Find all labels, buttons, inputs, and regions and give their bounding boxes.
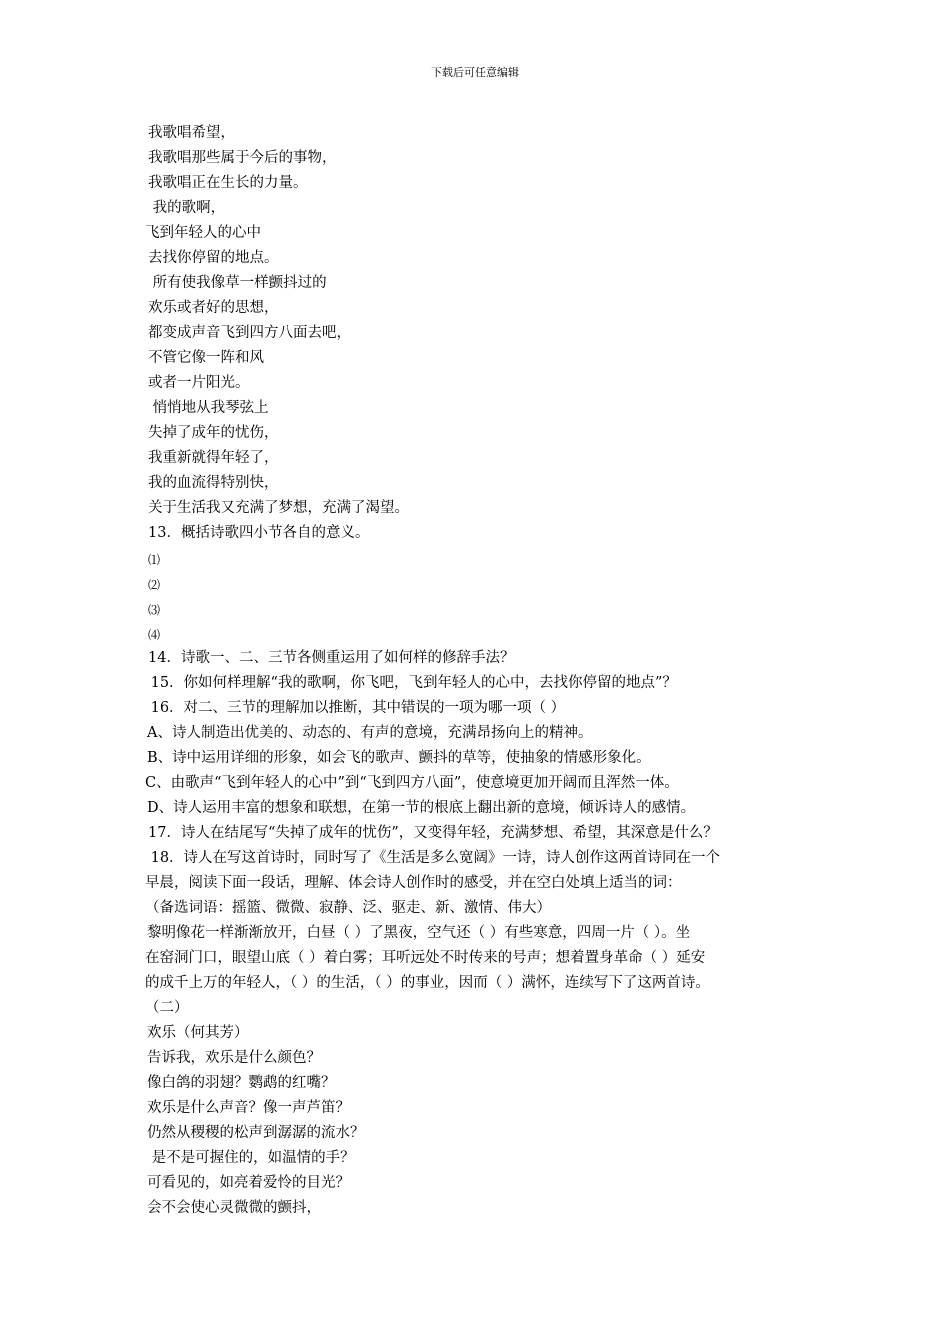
- poem1-line: 我的血流得特别快，: [148, 475, 279, 491]
- option-a: A、诗人制造出优美的、动态的、有声的意境，充满昂扬向上的精神。: [147, 725, 593, 741]
- poem1-line: 我歌唱希望，: [148, 125, 235, 141]
- poem1-line: 我歌唱正在生长的力量。: [148, 175, 308, 191]
- question-14: 14．诗歌一、二、三节各侧重运用了如何样的修辞手法？: [148, 650, 515, 666]
- poem2-line: 是不是可握住的，如温情的手？: [147, 1150, 355, 1166]
- poem2-line: 欢乐是什么声音？像一声芦笛？: [147, 1100, 350, 1116]
- poem1-line: 飞到年轻人的心中: [145, 225, 261, 241]
- poem1-line: 所有使我像草一样颤抖过的: [148, 275, 327, 291]
- answer-slot-2: ⑵: [148, 578, 161, 592]
- fill-in-passage: 的成千上万的年轻人，（ ）的生活，（ ）的事业，因而（ ）满怀，连续写下了这两首诗。: [145, 975, 710, 991]
- answer-slot-1: ⑴: [148, 553, 161, 567]
- poem1-line: 或者一片阳光。: [148, 375, 250, 391]
- question-18: 18．诗人在写这首诗时，同时写了《生活是多么宽阔》一诗，诗人创作这两首诗同在一个: [146, 850, 721, 866]
- poem2-line: 可看见的，如亮着爱怜的目光？: [147, 1175, 350, 1191]
- poem1-line: 我的歌啊，: [148, 200, 226, 216]
- option-c: C、由歌声“飞到年轻人的心中”到“飞到四方八面”，使意境更加开阔而且浑然一体。: [145, 775, 679, 791]
- question-16: 16．对二、三节的理解加以推断，其中错误的一项为哪一项（ ）: [146, 700, 566, 716]
- poem2-line: 会不会使心灵微微的颤抖，: [147, 1200, 321, 1216]
- question-18-line: 早晨，阅读下面一段话，理解、体会诗人创作时的感受，并在空白处填上适当的词：: [145, 875, 682, 891]
- poem1-line: 都变成声音飞到四方八面去吧，: [148, 325, 351, 341]
- word-bank: （备选词语：摇篮、微微、寂静、泛、驱走、新、激情、伟大）: [145, 900, 551, 916]
- option-b: B、诗中运用详细的形象，如会飞的歌声、颤抖的草等，使抽象的情感形象化。: [147, 750, 651, 766]
- section-heading: （二）: [145, 1000, 189, 1016]
- answer-slot-3: ⑶: [148, 603, 161, 617]
- poem1-line: 欢乐或者好的思想，: [148, 300, 279, 316]
- fill-in-passage: 在窑洞门口，眼望山底（ ）着白雾；耳听远处不时传来的号声；想着置身革命（ ）延安: [145, 950, 706, 966]
- poem2-line: 像白鸽的羽翅？鹦鹉的红嘴？: [147, 1075, 336, 1091]
- question-15: 15．你如何样理解“我的歌啊，你飞吧，飞到年轻人的心中，去找你停留的地点”？: [146, 675, 677, 691]
- poem1-line: 不管它像一阵和风: [148, 350, 264, 366]
- poem1-line: 悄悄地从我琴弦上: [148, 400, 269, 416]
- poem1-line: 我歌唱那些属于今后的事物，: [148, 150, 337, 166]
- page-header: 下载后可任意编辑: [431, 66, 519, 79]
- poem1-line: 去找你停留的地点。: [148, 250, 279, 266]
- option-d: D、诗人运用丰富的想象和联想，在第一节的根底上翻出新的意境，倾诉诗人的感情。: [147, 800, 696, 816]
- poem1-line: 我重新就得年轻了，: [148, 450, 279, 466]
- poem2-line: 仍然从稷稷的松声到潺潺的流水？: [147, 1125, 365, 1141]
- poem2-title: 欢乐（何其芳）: [147, 1025, 249, 1041]
- question-13: 13．概括诗歌四小节各自的意义。: [148, 525, 370, 541]
- poem1-line: 关于生活我又充满了梦想，充满了渴望。: [148, 500, 409, 516]
- poem2-line: 告诉我，欢乐是什么颜色？: [147, 1050, 321, 1066]
- poem1-line: 失掉了成年的忧伤，: [148, 425, 279, 441]
- question-17: 17．诗人在结尾写“失掉了成年的忧伤”，又变得年轻，充满梦想、希望，其深意是什么？: [148, 825, 718, 841]
- answer-slot-4: ⑷: [148, 628, 161, 642]
- fill-in-passage: 黎明像花一样渐渐放开，白昼（ ）了黑夜，空气还（ ）有些寒意，四周一片（ ）。坐: [147, 925, 691, 941]
